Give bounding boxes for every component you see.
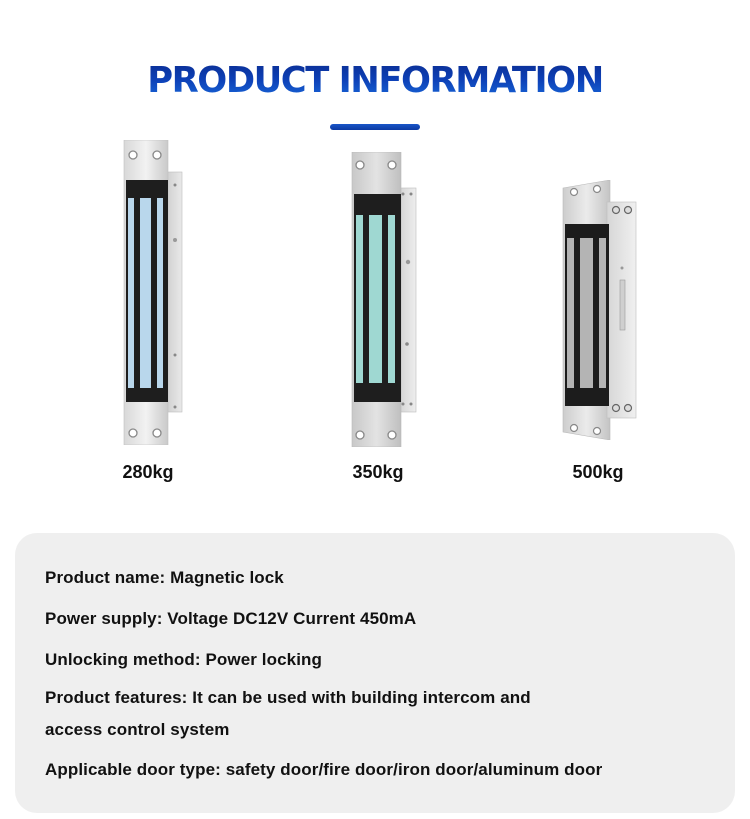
info-applicable-door-type: Applicable door type: safety door/fire door/iron door/aluminum door	[45, 760, 603, 779]
product-label: 500kg	[572, 462, 624, 482]
info-product-features: Product features: It can be used with building intercom and	[45, 688, 531, 707]
info-product-name: Product name: Magnetic lock	[45, 568, 284, 587]
product-label: 280kg	[122, 462, 174, 482]
page-title: PRODUCT INFORMATION	[8, 58, 743, 104]
info-product-features-continued: access control system	[45, 720, 230, 739]
magnetic-lock-280kg-image	[122, 140, 188, 445]
product-info-card	[15, 533, 735, 813]
product-label: 350kg	[352, 462, 404, 482]
magnetic-lock-350kg-image	[350, 152, 420, 447]
info-power-supply: Power supply: Voltage DC12V Current 450mA	[45, 609, 417, 628]
magnetic-lock-500kg-image	[560, 180, 640, 440]
info-unlocking-method: Unlocking method: Power locking	[45, 650, 323, 669]
